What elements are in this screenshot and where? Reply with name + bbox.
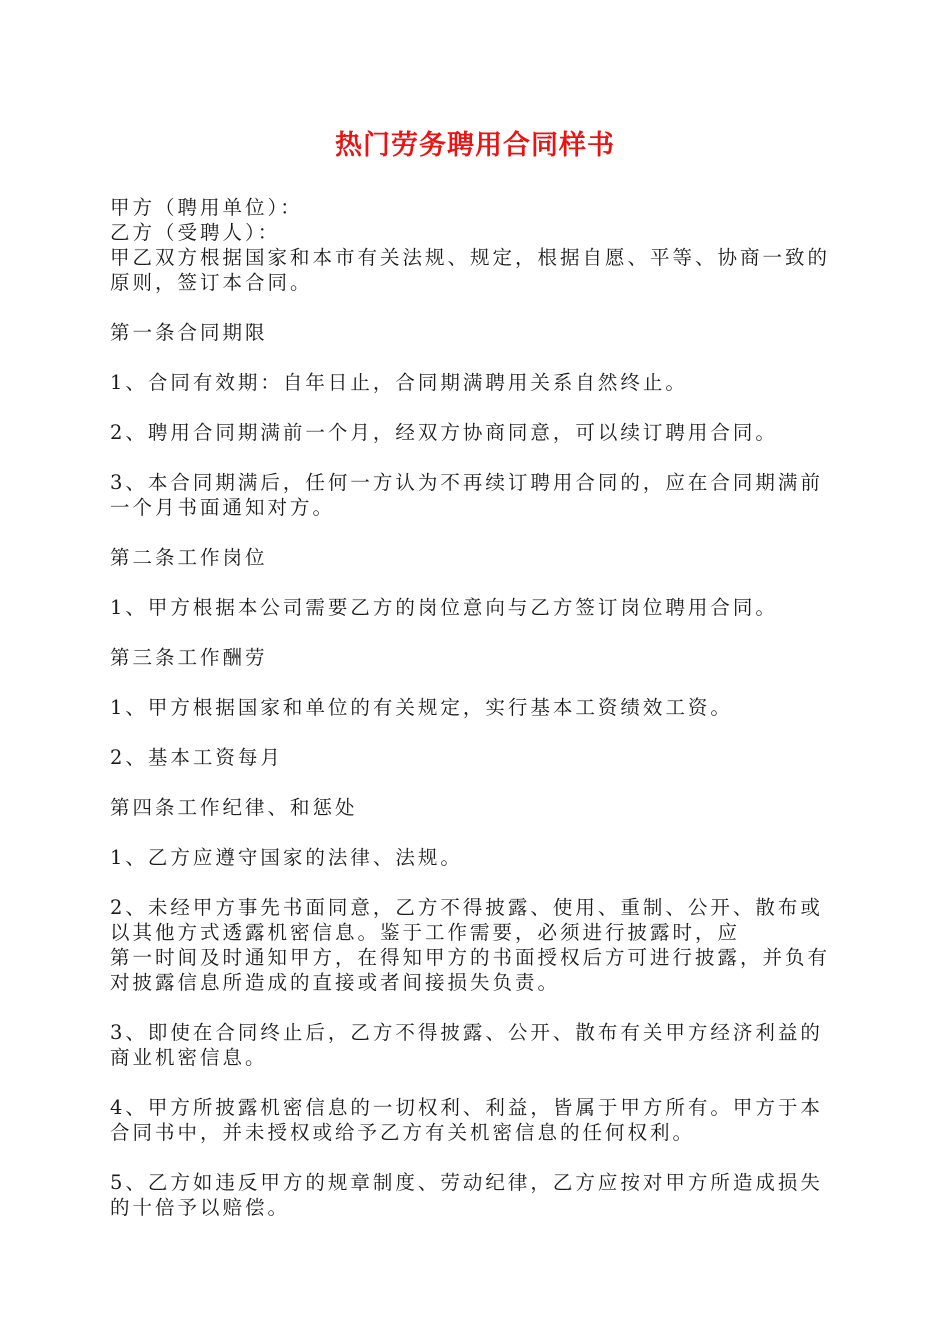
article-2-heading: 第二条工作岗位 — [110, 546, 268, 569]
clause-3-1: 1、甲方根据国家和单位的有关规定，实行基本工资绩效工资。 — [110, 696, 733, 719]
article-4-heading: 第四条工作纪律、和惩处 — [110, 796, 358, 819]
clause-1-2: 2、聘用合同期满前一个月，经双方协商同意，可以续订聘用合同。 — [110, 421, 778, 444]
article-3-heading: 第三条工作酬劳 — [110, 646, 268, 669]
clause-1-1: 1、合同有效期：自年日止，合同期满聘用关系自然终止。 — [110, 371, 688, 394]
clause-1-3: 3、本合同期满后，任何一方认为不再续订聘用合同的，应在合同期满前一个月书面通知对方。 — [110, 471, 823, 519]
article-1-heading: 第一条合同期限 — [110, 321, 268, 344]
clause-4-3: 3、即使在合同终止后，乙方不得披露、公开、散布有关甲方经济利益的商业机密信息。 — [110, 1021, 823, 1069]
clause-2-1: 1、甲方根据本公司需要乙方的岗位意向与乙方签订岗位聘用合同。 — [110, 596, 778, 619]
party-a-line: 甲方（聘用单位）： — [110, 196, 303, 219]
document-body — [110, 195, 840, 1220]
clause-4-2: 2、未经甲方事先书面同意，乙方不得披露、使用、重制、公开、散布或以其他方式透露机密信息。鉴于工作需要，必须进行披露时，应 — [110, 896, 823, 944]
clause-4-1: 1、乙方应遵守国家的法律、法规。 — [110, 846, 463, 869]
clause-4-5: 5、乙方如违反甲方的规章制度、劳动纪律，乙方应按对甲方所造成损失的十倍予以赔偿。 — [110, 1171, 823, 1219]
preamble: 甲乙双方根据国家和本市有关法规、规定，根据自愿、平等、协商一致的原则，签订本合同。 — [110, 246, 831, 294]
document-title: 热门劳务聘用合同样书 — [335, 130, 615, 161]
party-b-line: 乙方（受聘人）： — [110, 221, 281, 244]
clause-4-2-continuation: 第一时间及时通知甲方，在得知甲方的书面授权后方可进行披露，并负有对披露信息所造成的直接或者间接损失负责。 — [110, 946, 831, 994]
clause-4-4: 4、甲方所披露机密信息的一切权利、利益，皆属于甲方所有。甲方于本合同书中，并未授权或给予乙方有关机密信息的任何权利。 — [110, 1096, 823, 1144]
clause-3-2: 2、基本工资每月 — [110, 746, 283, 769]
